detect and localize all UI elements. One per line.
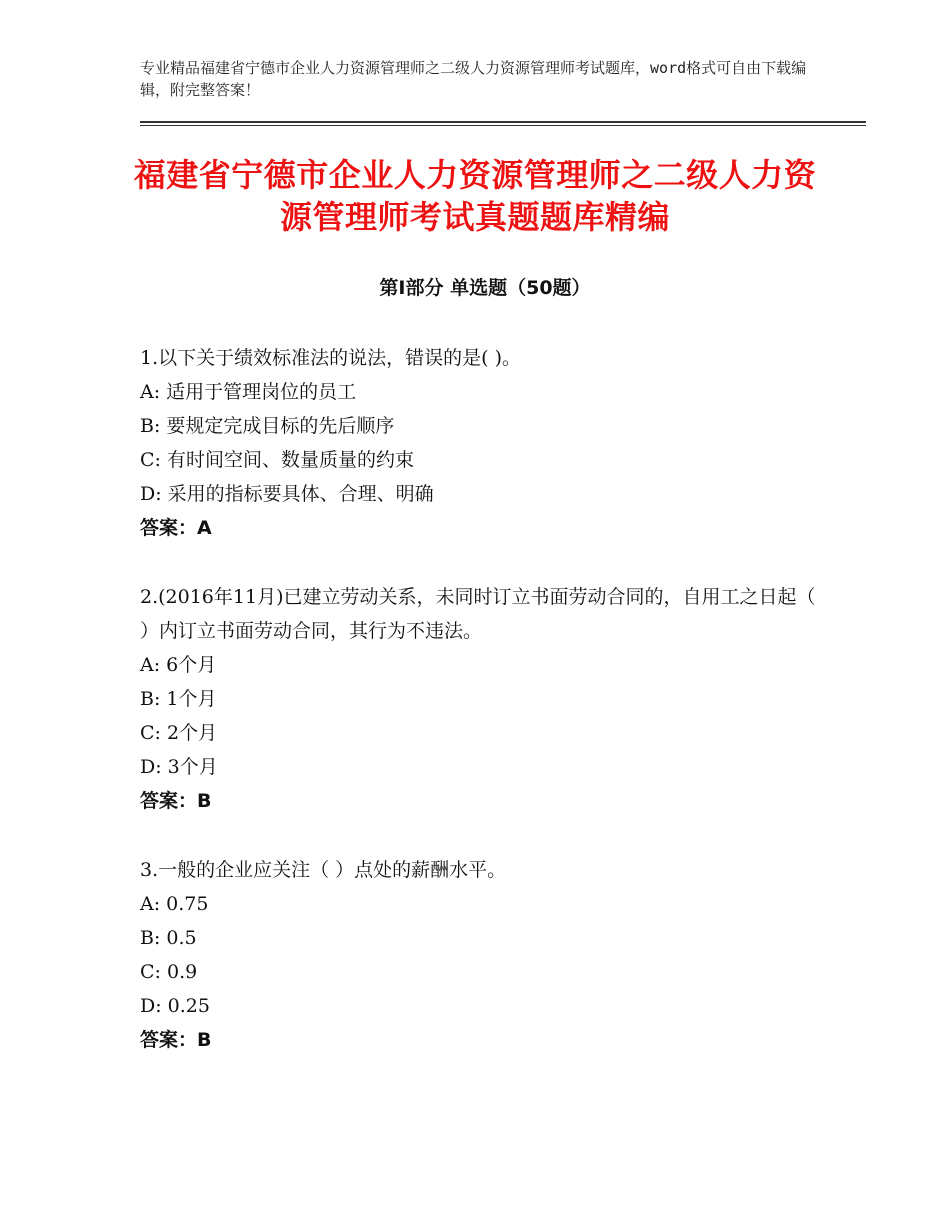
question-2 [140,580,820,818]
option-b: B: 要规定完成目标的先后顺序 [140,415,395,437]
option-b: B: 1个月 [140,688,217,710]
document-title: 福建省宁德市企业人力资源管理师之二级人力资源管理师考试真题题库精编 [133,156,817,236]
question-stem: 2.(2016年11月)已建立劳动关系，未同时订立书面劳动合同的，自用工之日起（ ）内订立书面劳动合同，其行为不违法。 [140,586,816,642]
option-d: D: 0.25 [140,995,210,1017]
option-c: C: 2个月 [140,722,218,744]
option-d: D: 3个月 [140,756,218,778]
header-divider [140,121,866,126]
answer: 答案：B [140,790,212,812]
option-a: A: 适用于管理岗位的员工 [140,381,357,403]
question-3 [140,853,820,1057]
option-d: D: 采用的指标要具体、合理、明确 [140,483,434,505]
option-c: C: 0.9 [140,961,198,983]
question-stem: 1.以下关于绩效标准法的说法，错误的是( )。 [140,347,521,369]
option-a: A: 0.75 [140,893,209,915]
answer: 答案：B [140,1029,212,1051]
section-heading: 第Ⅰ部分 单选题（50题） [379,277,591,299]
option-c: C: 有时间空间、数量质量的约束 [140,449,414,471]
question-stem: 3.一般的企业应关注（ ）点处的薪酬水平。 [140,859,507,881]
option-a: A: 6个月 [140,654,217,676]
answer: 答案：A [140,517,212,539]
header-note: 专业精品福建省宁德市企业人力资源管理师之二级人力资源管理师考试题库，word格式可自由下载编辑，附完整答案！ [140,59,807,99]
option-b: B: 0.5 [140,927,197,949]
question-1 [140,341,820,545]
